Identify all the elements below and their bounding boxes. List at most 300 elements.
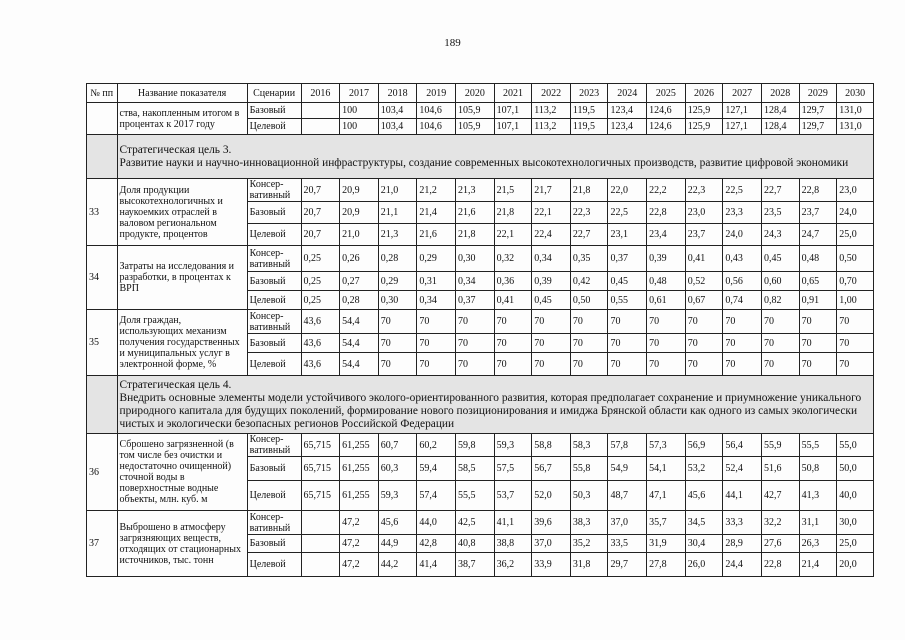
value-cell: 0,30 (456, 246, 495, 272)
value-cell: 58,8 (532, 434, 571, 457)
value-cell: 65,715 (301, 434, 340, 457)
value-cell: 70 (723, 353, 762, 376)
column-header: 2023 (570, 84, 608, 103)
value-cell: 128,4 (761, 103, 799, 119)
value-cell: 25,0 (837, 224, 874, 246)
indicator-name: Выброшено в атмосферу загрязняющих веществ, отходящих от стационарных источников, тыс. тонн (117, 511, 247, 577)
scenario-label: Консер-вативный (247, 246, 301, 272)
scenario-label: Базовый (247, 103, 301, 119)
value-cell: 0,26 (340, 246, 379, 272)
value-cell: 0,50 (570, 291, 608, 310)
value-cell: 0,45 (608, 272, 647, 291)
value-cell: 27,6 (761, 535, 799, 553)
value-cell: 70 (608, 353, 647, 376)
value-cell: 70 (685, 334, 723, 353)
value-cell: 105,9 (456, 119, 495, 135)
value-cell: 23,7 (799, 202, 837, 224)
column-header: 2025 (647, 84, 686, 103)
value-cell: 43,6 (301, 310, 340, 334)
value-cell: 55,9 (761, 434, 799, 457)
value-cell: 52,0 (532, 481, 571, 511)
scenario-label: Целевой (247, 291, 301, 310)
scenario-label: Целевой (247, 119, 301, 135)
indicator-number: 36 (87, 434, 118, 511)
column-header: 2021 (494, 84, 532, 103)
value-cell: 24,3 (761, 224, 799, 246)
value-cell: 50,3 (570, 481, 608, 511)
indicator-number: 33 (87, 179, 118, 246)
value-cell: 70 (837, 353, 874, 376)
value-cell: 70 (723, 334, 762, 353)
value-cell: 107,1 (494, 119, 532, 135)
value-cell: 55,0 (837, 434, 874, 457)
value-cell: 70 (378, 353, 417, 376)
value-cell: 21,8 (456, 224, 495, 246)
value-cell: 41,4 (417, 553, 456, 577)
value-cell (301, 511, 340, 535)
value-cell: 0,29 (417, 246, 456, 272)
value-cell: 56,9 (685, 434, 723, 457)
value-cell: 44,0 (417, 511, 456, 535)
value-cell: 31,9 (647, 535, 686, 553)
value-cell: 70 (532, 334, 571, 353)
value-cell: 0,82 (761, 291, 799, 310)
value-cell: 70 (647, 353, 686, 376)
value-cell: 40,0 (837, 481, 874, 511)
value-cell: 31,1 (799, 511, 837, 535)
value-cell: 0,55 (608, 291, 647, 310)
page-number: 189 (444, 37, 461, 49)
value-cell: 22,2 (647, 179, 686, 202)
value-cell: 70 (417, 334, 456, 353)
value-cell: 21,5 (494, 179, 532, 202)
value-cell: 131,0 (837, 103, 874, 119)
value-cell (301, 535, 340, 553)
column-header: № пп (87, 84, 118, 103)
value-cell: 22,0 (608, 179, 647, 202)
column-header: 2019 (417, 84, 456, 103)
value-cell: 54,9 (608, 457, 647, 481)
value-cell: 50,0 (837, 457, 874, 481)
value-cell: 44,2 (378, 553, 417, 577)
indicator-name: Затраты на исследования и разработки, в процентах к ВРП (117, 246, 247, 310)
value-cell: 24,4 (723, 553, 762, 577)
value-cell: 0,50 (837, 246, 874, 272)
value-cell: 58,5 (456, 457, 495, 481)
value-cell: 33,3 (723, 511, 762, 535)
value-cell: 0,28 (340, 291, 379, 310)
value-cell: 23,5 (761, 202, 799, 224)
value-cell: 59,3 (494, 434, 532, 457)
value-cell: 70 (761, 334, 799, 353)
value-cell: 26,3 (799, 535, 837, 553)
value-cell: 0,28 (378, 246, 417, 272)
value-cell: 0,37 (608, 246, 647, 272)
value-cell: 47,2 (340, 553, 379, 577)
indicator-number: 35 (87, 310, 118, 376)
value-cell: 127,1 (723, 103, 762, 119)
value-cell: 54,4 (340, 334, 379, 353)
value-cell: 70 (494, 353, 532, 376)
value-cell: 54,1 (647, 457, 686, 481)
value-cell: 22,3 (685, 179, 723, 202)
scenario-label: Базовый (247, 535, 301, 553)
indicator-number: 37 (87, 511, 118, 577)
value-cell: 57,8 (608, 434, 647, 457)
value-cell: 45,6 (685, 481, 723, 511)
indicator-name: ства, накопленным итогом в процентах к 2017 году (117, 103, 247, 135)
value-cell: 0,48 (647, 272, 686, 291)
column-header: 2024 (608, 84, 647, 103)
value-cell: 44,1 (723, 481, 762, 511)
value-cell: 50,8 (799, 457, 837, 481)
value-cell: 70 (608, 310, 647, 334)
value-cell: 30,0 (837, 511, 874, 535)
scenario-label: Целевой (247, 224, 301, 246)
value-cell: 21,4 (799, 553, 837, 577)
value-cell: 61,255 (340, 434, 379, 457)
value-cell: 35,7 (647, 511, 686, 535)
scenario-label: Консер-вативный (247, 511, 301, 535)
value-cell: 70 (456, 334, 495, 353)
value-cell: 70 (417, 310, 456, 334)
strategic-goal-text: Внедрить основные элементы модели устойчивого эколого-ориентированного развития, которая предполагает сохранение и приумножение уникального природного капитала для будущих поколений, формирование нового позиционирования и имиджа Брянской области как одного из самых экологически чистых и экологически безопасных регионов Российской Федерации (119, 391, 862, 430)
value-cell: 23,4 (647, 224, 686, 246)
value-cell: 0,67 (685, 291, 723, 310)
value-cell: 70 (685, 310, 723, 334)
value-cell: 0,25 (301, 246, 340, 272)
value-cell: 55,5 (456, 481, 495, 511)
value-cell: 20,7 (301, 202, 340, 224)
value-cell: 0,41 (494, 291, 532, 310)
value-cell: 70 (799, 353, 837, 376)
scenario-label: Базовый (247, 272, 301, 291)
value-cell: 0,25 (301, 291, 340, 310)
indicator-name: Доля продукции высокотехнологичных и наукоемких отраслей в валовом региональном продукте, процентов (117, 179, 247, 246)
value-cell: 56,7 (532, 457, 571, 481)
value-cell: 0,41 (685, 246, 723, 272)
value-cell: 0,37 (456, 291, 495, 310)
value-cell: 41,1 (494, 511, 532, 535)
value-cell: 104,6 (417, 119, 456, 135)
value-cell: 0,91 (799, 291, 837, 310)
value-cell: 70 (799, 310, 837, 334)
strategic-goal-title: Стратегическая цель 3. (119, 143, 232, 156)
value-cell: 22,1 (494, 224, 532, 246)
value-cell: 70 (378, 310, 417, 334)
indicator-name: Доля граждан, использующих механизм получения государственных и муниципальных услуг в электронной форме, % (117, 310, 247, 376)
value-cell: 39,6 (532, 511, 571, 535)
value-cell: 21,8 (494, 202, 532, 224)
value-cell: 20,0 (837, 553, 874, 577)
value-cell (301, 119, 340, 135)
value-cell: 36,2 (494, 553, 532, 577)
goal-number-cell (87, 376, 118, 434)
value-cell: 21,8 (570, 179, 608, 202)
value-cell: 22,1 (532, 202, 571, 224)
value-cell: 21,7 (532, 179, 571, 202)
column-header: 2020 (456, 84, 495, 103)
value-cell: 45,6 (378, 511, 417, 535)
value-cell: 43,6 (301, 334, 340, 353)
value-cell: 103,4 (378, 103, 417, 119)
value-cell: 48,7 (608, 481, 647, 511)
table-row (87, 511, 874, 535)
value-cell: 0,65 (799, 272, 837, 291)
scenario-label: Базовый (247, 334, 301, 353)
value-cell: 22,7 (761, 179, 799, 202)
value-cell: 47,1 (647, 481, 686, 511)
column-header: 2026 (685, 84, 723, 103)
value-cell: 23,0 (685, 202, 723, 224)
scenario-label: Целевой (247, 481, 301, 511)
value-cell: 107,1 (494, 103, 532, 119)
value-cell: 0,35 (570, 246, 608, 272)
value-cell: 70 (532, 310, 571, 334)
value-cell: 33,9 (532, 553, 571, 577)
value-cell: 59,4 (417, 457, 456, 481)
column-header: 2028 (761, 84, 799, 103)
value-cell: 119,5 (570, 103, 608, 119)
value-cell: 42,5 (456, 511, 495, 535)
value-cell: 24,0 (723, 224, 762, 246)
value-cell: 25,0 (837, 535, 874, 553)
value-cell: 53,7 (494, 481, 532, 511)
value-cell: 40,8 (456, 535, 495, 553)
value-cell: 20,9 (340, 202, 379, 224)
value-cell: 23,3 (723, 202, 762, 224)
column-header: 2030 (837, 84, 874, 103)
value-cell: 44,9 (378, 535, 417, 553)
value-cell: 42,7 (761, 481, 799, 511)
scenario-label: Консер-вативный (247, 434, 301, 457)
value-cell: 23,1 (608, 224, 647, 246)
column-header: 2017 (340, 84, 379, 103)
value-cell: 23,7 (685, 224, 723, 246)
value-cell: 129,7 (799, 103, 837, 119)
value-cell: 38,7 (456, 553, 495, 577)
value-cell: 61,255 (340, 457, 379, 481)
value-cell: 70 (647, 334, 686, 353)
value-cell: 104,6 (417, 103, 456, 119)
value-cell: 0,61 (647, 291, 686, 310)
value-cell: 100 (340, 103, 379, 119)
goal-number-cell (87, 135, 118, 179)
value-cell: 129,7 (799, 119, 837, 135)
value-cell: 30,4 (685, 535, 723, 553)
value-cell: 60,3 (378, 457, 417, 481)
value-cell: 0,43 (723, 246, 762, 272)
column-header: 2018 (378, 84, 417, 103)
value-cell: 127,1 (723, 119, 762, 135)
value-cell: 21,4 (417, 202, 456, 224)
value-cell: 24,7 (799, 224, 837, 246)
value-cell: 124,6 (647, 103, 686, 119)
value-cell: 59,8 (456, 434, 495, 457)
value-cell: 70 (723, 310, 762, 334)
value-cell: 51,6 (761, 457, 799, 481)
value-cell: 0,60 (761, 272, 799, 291)
value-cell: 28,9 (723, 535, 762, 553)
scenario-label: Консер-вативный (247, 179, 301, 202)
value-cell: 21,1 (378, 202, 417, 224)
value-cell: 125,9 (685, 103, 723, 119)
value-cell: 29,7 (608, 553, 647, 577)
indicator-number (87, 103, 118, 135)
value-cell: 125,9 (685, 119, 723, 135)
value-cell: 35,2 (570, 535, 608, 553)
value-cell: 22,7 (570, 224, 608, 246)
value-cell: 0,39 (647, 246, 686, 272)
value-cell: 58,3 (570, 434, 608, 457)
strategic-goal-text: Развитие науки и научно-инновационной инфраструктуры, создание современных высокотехнологичных производств, развитие цифровой экономики (119, 156, 849, 169)
value-cell: 21,3 (456, 179, 495, 202)
value-cell (301, 553, 340, 577)
value-cell: 0,31 (417, 272, 456, 291)
value-cell: 113,2 (532, 103, 571, 119)
value-cell: 65,715 (301, 481, 340, 511)
value-cell: 70 (761, 353, 799, 376)
value-cell: 37,0 (532, 535, 571, 553)
value-cell: 22,5 (608, 202, 647, 224)
value-cell: 21,0 (378, 179, 417, 202)
column-header: 2027 (723, 84, 762, 103)
value-cell: 22,3 (570, 202, 608, 224)
value-cell: 22,5 (723, 179, 762, 202)
value-cell: 70 (685, 353, 723, 376)
value-cell: 0,52 (685, 272, 723, 291)
value-cell: 21,6 (456, 202, 495, 224)
column-header: 2029 (799, 84, 837, 103)
value-cell: 27,8 (647, 553, 686, 577)
value-cell: 55,5 (799, 434, 837, 457)
column-header: Название показателя (117, 84, 247, 103)
value-cell: 70 (799, 334, 837, 353)
value-cell: 60,2 (417, 434, 456, 457)
value-cell: 34,5 (685, 511, 723, 535)
value-cell: 103,4 (378, 119, 417, 135)
value-cell: 105,9 (456, 103, 495, 119)
value-cell: 47,2 (340, 535, 379, 553)
value-cell: 119,5 (570, 119, 608, 135)
value-cell: 70 (837, 334, 874, 353)
value-cell: 32,2 (761, 511, 799, 535)
table-row (87, 310, 874, 334)
column-header: Сценарии (247, 84, 301, 103)
value-cell: 23,0 (837, 179, 874, 202)
table-row (87, 103, 874, 119)
value-cell: 31,8 (570, 553, 608, 577)
value-cell: 70 (532, 353, 571, 376)
value-cell: 70 (456, 310, 495, 334)
value-cell: 20,9 (340, 179, 379, 202)
value-cell: 0,29 (378, 272, 417, 291)
goal-row (87, 376, 874, 434)
indicators-table (86, 83, 874, 577)
scenario-label: Базовый (247, 457, 301, 481)
strategic-goal (117, 376, 874, 434)
value-cell: 21,3 (378, 224, 417, 246)
value-cell: 53,2 (685, 457, 723, 481)
value-cell: 70 (570, 310, 608, 334)
value-cell: 21,0 (340, 224, 379, 246)
value-cell: 123,4 (608, 103, 647, 119)
value-cell: 56,4 (723, 434, 762, 457)
value-cell: 24,0 (837, 202, 874, 224)
value-cell: 41,3 (799, 481, 837, 511)
value-cell: 0,36 (494, 272, 532, 291)
column-header: 2022 (532, 84, 571, 103)
value-cell: 70 (378, 334, 417, 353)
indicator-name: Сброшено загрязненной (в том числе без очистки и недостаточно очищенной) сточной воды в поверхностные водные объекты, млн. куб. м (117, 434, 247, 511)
value-cell: 0,42 (570, 272, 608, 291)
scenario-label: Целевой (247, 553, 301, 577)
value-cell: 57,5 (494, 457, 532, 481)
value-cell: 43,6 (301, 353, 340, 376)
table-row (87, 179, 874, 202)
value-cell: 0,56 (723, 272, 762, 291)
value-cell: 70 (608, 334, 647, 353)
value-cell: 37,0 (608, 511, 647, 535)
value-cell: 22,8 (647, 202, 686, 224)
value-cell: 123,4 (608, 119, 647, 135)
value-cell: 0,30 (378, 291, 417, 310)
value-cell: 70 (494, 334, 532, 353)
scenario-label: Базовый (247, 202, 301, 224)
value-cell: 38,3 (570, 511, 608, 535)
value-cell: 113,2 (532, 119, 571, 135)
value-cell: 57,4 (417, 481, 456, 511)
value-cell: 22,8 (761, 553, 799, 577)
value-cell: 47,2 (340, 511, 379, 535)
value-cell: 61,255 (340, 481, 379, 511)
value-cell: 42,8 (417, 535, 456, 553)
value-cell: 65,715 (301, 457, 340, 481)
indicator-number: 34 (87, 246, 118, 310)
value-cell: 0,74 (723, 291, 762, 310)
value-cell: 26,0 (685, 553, 723, 577)
value-cell: 0,45 (761, 246, 799, 272)
value-cell: 0,39 (532, 272, 571, 291)
table-header-row (87, 84, 874, 103)
scenario-label: Целевой (247, 353, 301, 376)
value-cell: 22,8 (799, 179, 837, 202)
table-row (87, 246, 874, 272)
value-cell: 100 (340, 119, 379, 135)
value-cell: 52,4 (723, 457, 762, 481)
value-cell: 0,34 (456, 272, 495, 291)
value-cell: 124,6 (647, 119, 686, 135)
value-cell: 57,3 (647, 434, 686, 457)
value-cell: 70 (456, 353, 495, 376)
value-cell: 60,7 (378, 434, 417, 457)
value-cell: 0,45 (532, 291, 571, 310)
value-cell: 70 (647, 310, 686, 334)
value-cell: 0,25 (301, 272, 340, 291)
value-cell: 20,7 (301, 224, 340, 246)
value-cell: 70 (837, 310, 874, 334)
column-header: 2016 (301, 84, 340, 103)
goal-row (87, 135, 874, 179)
value-cell: 54,4 (340, 310, 379, 334)
value-cell: 70 (761, 310, 799, 334)
value-cell (301, 103, 340, 119)
scenario-label: Консер-вативный (247, 310, 301, 334)
value-cell: 59,3 (378, 481, 417, 511)
value-cell: 70 (494, 310, 532, 334)
value-cell: 38,8 (494, 535, 532, 553)
strategic-goal (117, 135, 874, 179)
